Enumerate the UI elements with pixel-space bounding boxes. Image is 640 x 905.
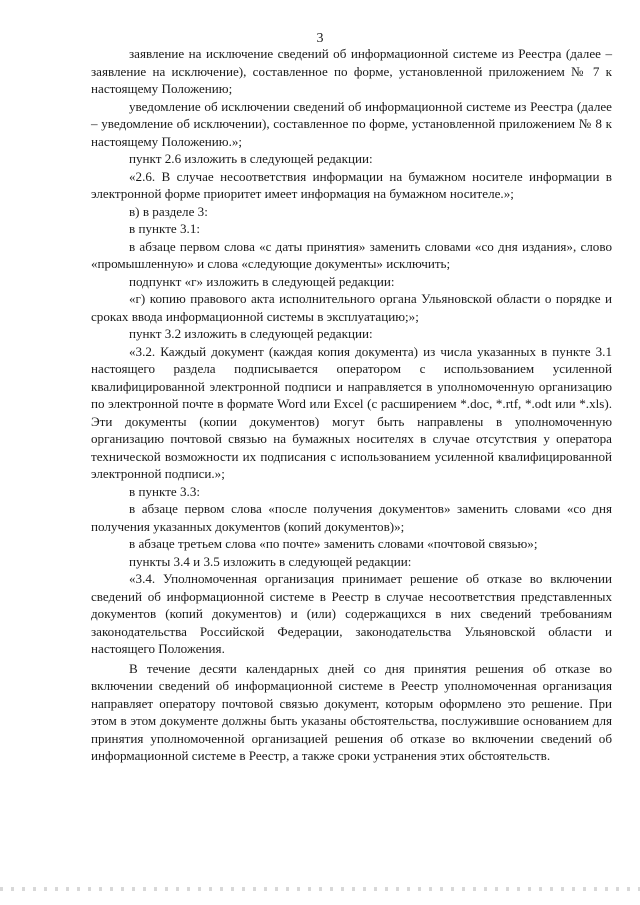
paragraph-clause-2-6: «2.6. В случае несоответствия информации на бумажном носителе информации в электронной форме приоритет имеет информация на бумажном носителе.»; <box>91 168 612 201</box>
document-body <box>91 45 612 765</box>
paragraph-subclause-g-intro: подпункт «г» изложить в следующей редакции: <box>129 273 395 289</box>
paragraph-clause-3-1-first: в абзаце первом слова «с даты принятия» заменить словами «со дня издания», слово «промышленную» и слова «следующие документы» исключить; <box>91 238 612 271</box>
paragraph-clause-3-4: «3.4. Уполномоченная организация принимает решение об отказе во включении сведений об информационной системе в Реестр в случае несоответствия представленных документов (копий документов) и (или) содержащихся в них сведений требованиям законодательства Российской Федерации, законодательства Ульяновской области и настоящего Положения. <box>91 571 612 656</box>
paragraph-clauses-3-4-3-5-intro: пункты 3.4 и 3.5 изложить в следующей редакции: <box>129 553 412 569</box>
paragraph-clause-3-2-intro: пункт 3.2 изложить в следующей редакции: <box>129 326 373 341</box>
paragraph-clause-3-3-third: в абзаце третьем слова «по почте» заменить словами «почтовой связью»; <box>129 536 538 551</box>
paragraph-clause-3-2: «3.2. Каждый документ (каждая копия документа) из числа указанных в пункте 3.1 настоящего раздела подписывается оператором с использованием усиленной квалифицированной электронной подписи и направляется в уполномоченную организацию по электронной почте в формате Word или Excel (с расширением *.doc, *.rtf, *.odt или *.xls). Эти документы (копии документов) могут быть направлены в уполномоченную организацию почтовой связью на бумажных носителях в случае отсутствия у оператора технической возможности их подписания с использованием усиленной квалифицированной электронной подписи.»; <box>91 343 612 481</box>
paragraph-clause-3-1-intro: в пункте 3.1: <box>129 221 201 236</box>
paragraph-withdrawal-application: заявление на исключение сведений об информационной системе из Реестра (далее – заявление на исключение), составленное по форме, установленной приложением № 7 к настоящему Положению; <box>91 46 612 96</box>
scan-edge-artifact <box>0 887 640 891</box>
paragraph-clause-3-3-intro: в пункте 3.3: <box>129 483 201 499</box>
paragraph-subclause-g: «г) копию правового акта исполнительного органа Ульяновской области о порядке и сроках ввода информационной системы в эксплуатацию;»; <box>91 291 612 324</box>
paragraph-clause-3-4-deadline: В течение десяти календарных дней со дня принятия решения об отказе во включении сведений об информационной системе в Реестр уполномоченная организация направляет оператору почтовой связью документ, которым оформлено это решение. При этом в этом документе должны быть указаны обстоятельства, послужившие основанием для принятия уполномоченной организацией решения об отказе во включении сведений об информационной системе в Реестр, а также сроки устранения этих обстоятельств. <box>91 660 612 763</box>
page-number: 3 <box>316 31 324 46</box>
paragraph-clause-3-3-first: в абзаце первом слова «после получения документов» заменить словами «со дня получения указанных документов (копий документов)»; <box>91 501 612 534</box>
paragraph-withdrawal-notice: уведомление об исключении сведений об информационной системе из Реестра (далее – уведомление об исключении), составленное по форме, установленной приложением № 8 к настоящему Положению.»; <box>91 98 612 149</box>
paragraph-clause-2-6-intro: пункт 2.6 изложить в следующей редакции: <box>129 151 373 166</box>
paragraph-section-3: в) в разделе 3: <box>129 203 208 219</box>
